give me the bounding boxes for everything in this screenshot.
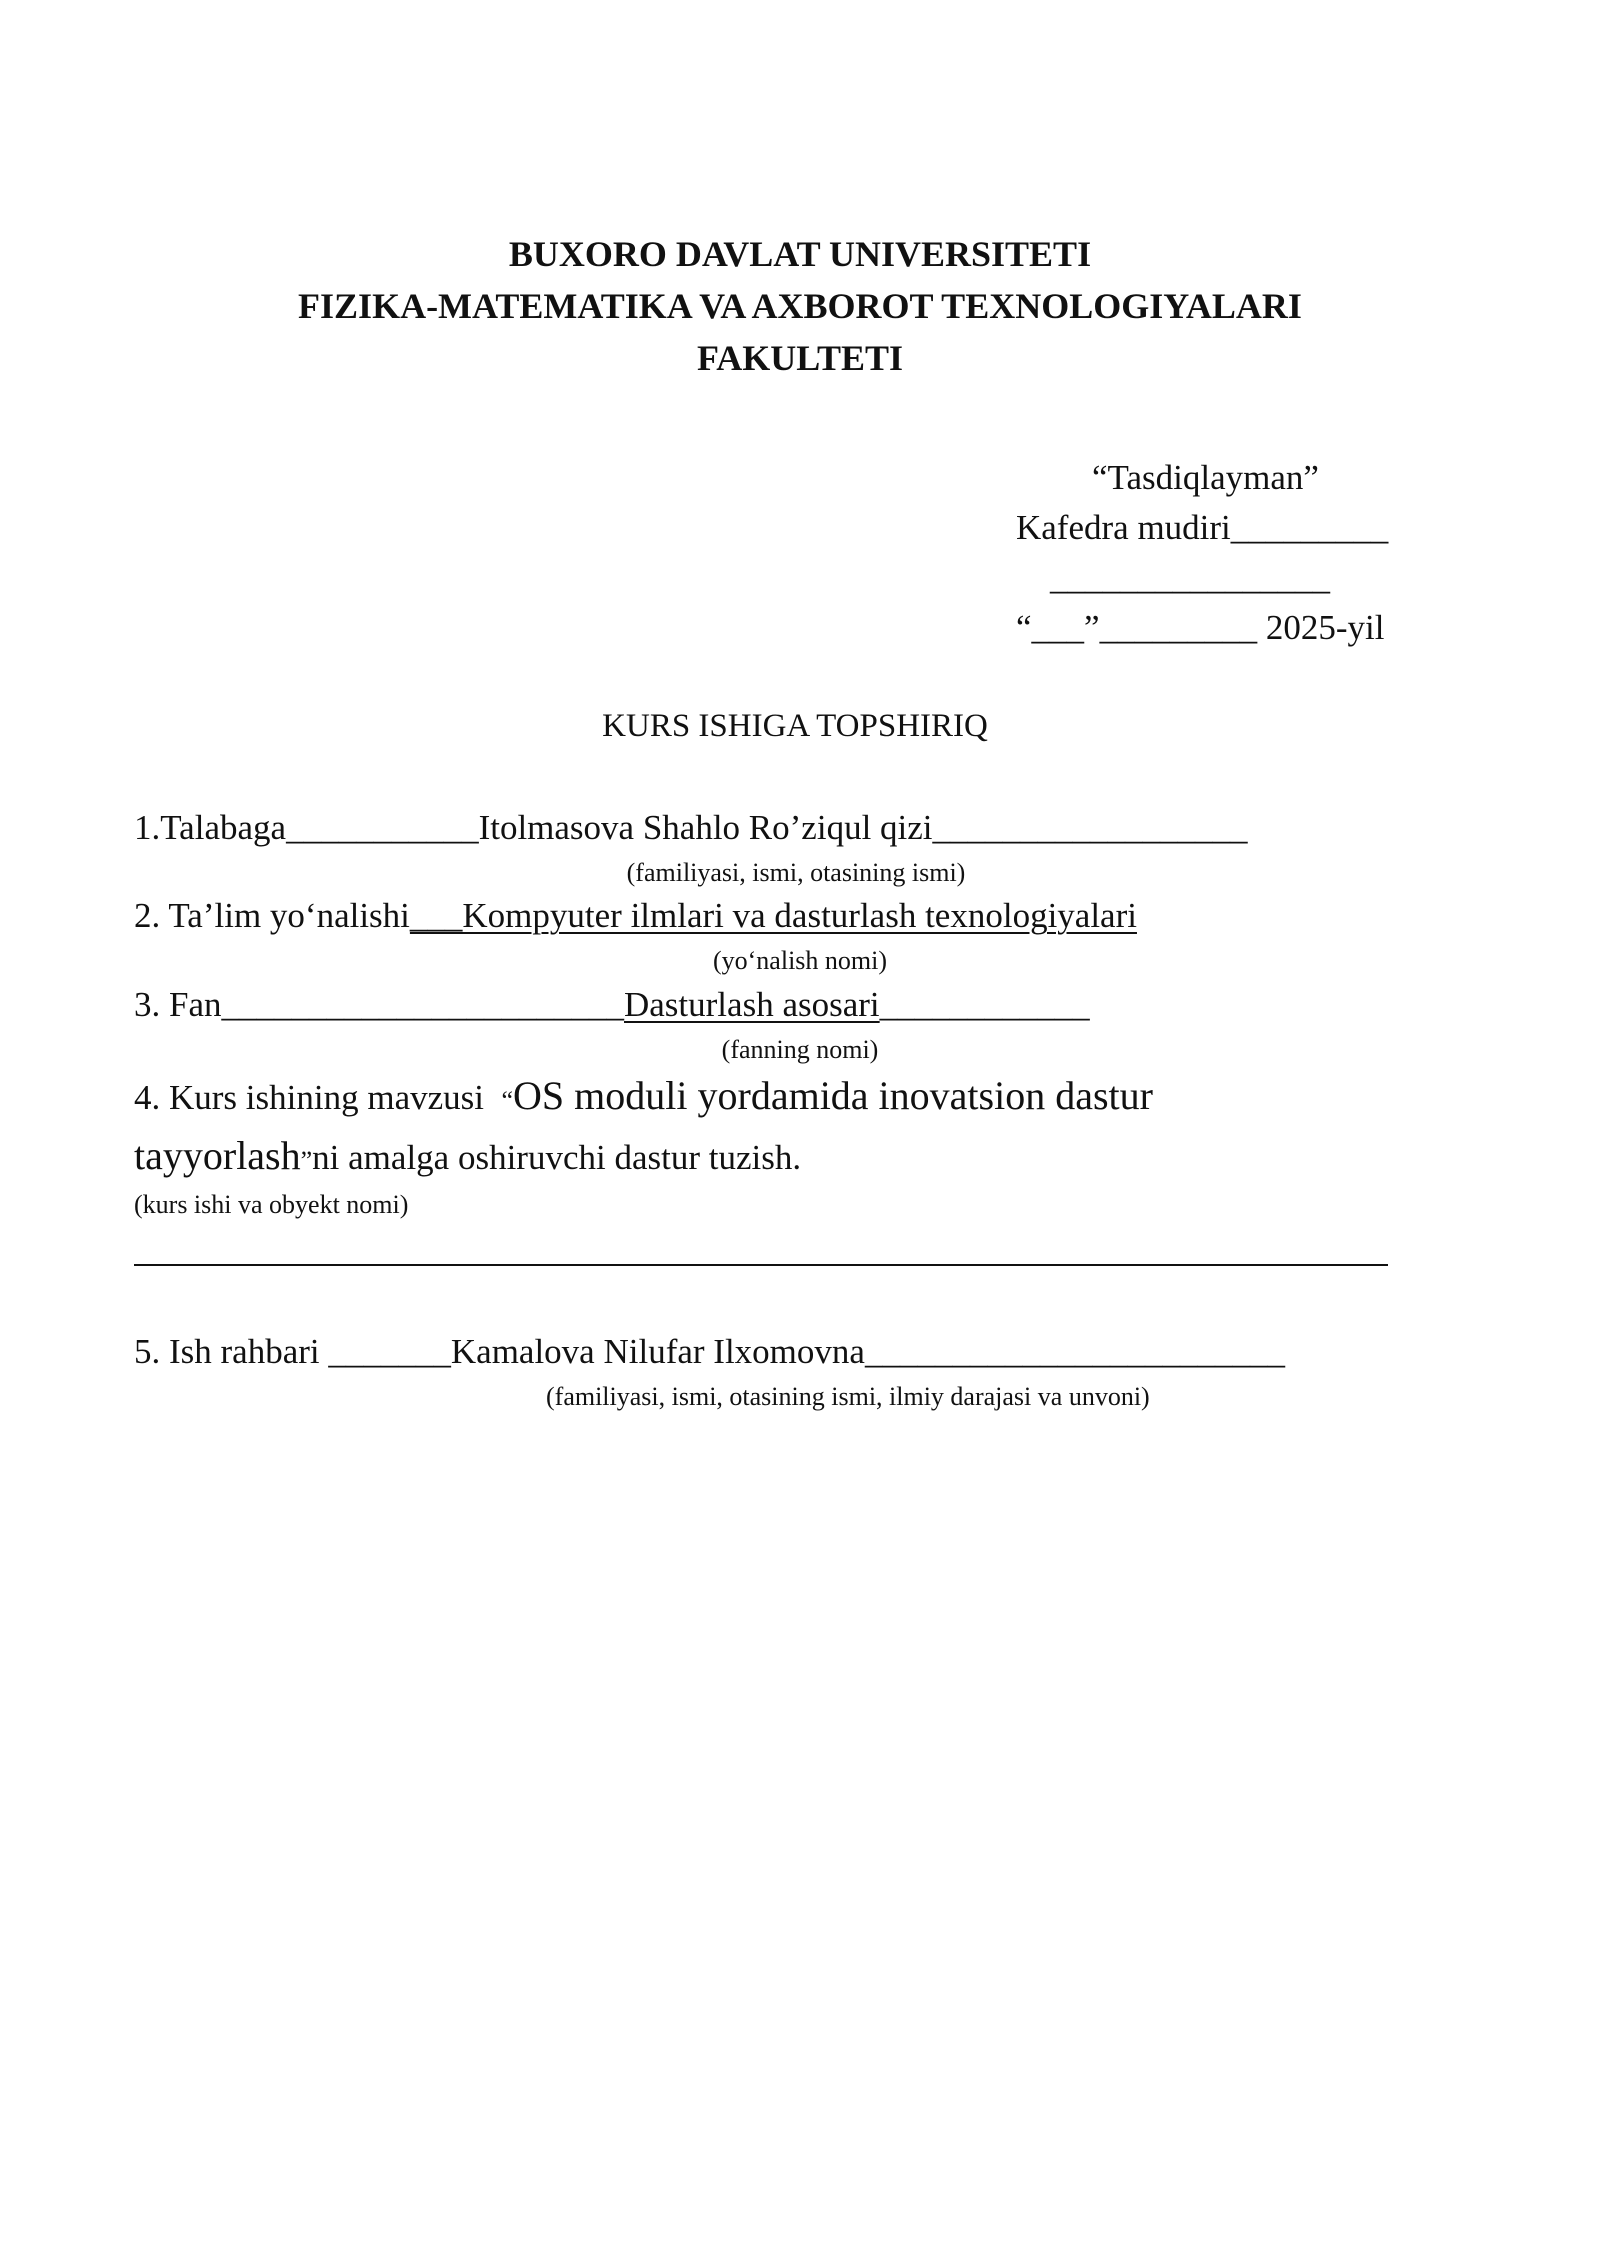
approve-text: “Tasdiqlayman” bbox=[1092, 458, 1319, 497]
faculty-name-line2: FAKULTETI bbox=[696, 338, 904, 378]
signature-line: ________________ bbox=[1050, 558, 1330, 597]
subject-post-fill: ____________ bbox=[879, 985, 1090, 1024]
subject-pre-fill: _______________________ bbox=[221, 985, 624, 1024]
university-name: BUXORO DAVLAT UNIVERSITETI bbox=[508, 234, 1092, 274]
document-title: KURS ISHIGA TOPSHIRIQ bbox=[602, 708, 988, 744]
supervisor-pre-fill: _______ bbox=[328, 1332, 451, 1371]
topic-title-part2: tayyorlash bbox=[134, 1133, 301, 1178]
direction-label: 2. Ta’lim yo‘nalishi bbox=[134, 896, 410, 935]
student-name: Itolmasova Shahlo Ro’ziqul qizi bbox=[478, 808, 933, 847]
subject-name: Dasturlash asosari bbox=[624, 985, 880, 1024]
supervisor-post-fill: ________________________ bbox=[864, 1332, 1285, 1371]
head-of-department: Kafedra mudiri_________ bbox=[1016, 508, 1389, 547]
topic-field-line2 bbox=[134, 1133, 802, 1178]
topic-hint: (kurs ishi va obyekt nomi) bbox=[134, 1190, 409, 1219]
direction-name: ___Kompyuter ilmlari va dasturlash texnologiyalari bbox=[409, 896, 1137, 935]
student-post-fill: __________________ bbox=[932, 808, 1248, 847]
supervisor-label: 5. Ish rahbari bbox=[134, 1332, 329, 1371]
faculty-name-line1: FIZIKA-MATEMATIKA VA AXBOROT TEXNOLOGIYALARI bbox=[298, 286, 1302, 326]
topic-label: 4. Kurs ishining mavzusi bbox=[134, 1078, 502, 1117]
topic-close-quote: ” bbox=[300, 1146, 313, 1175]
student-hint: (familiyasi, ismi, otasining ismi) bbox=[626, 858, 966, 887]
student-field bbox=[134, 810, 1248, 845]
student-pre-fill: ___________ bbox=[286, 808, 479, 847]
supervisor-name: Kamalova Nilufar Ilxomovna bbox=[450, 1332, 865, 1371]
subject-label: 3. Fan bbox=[134, 985, 222, 1024]
topic-title-part1: OS moduli yordamida inovatsion dastur bbox=[513, 1073, 1153, 1118]
direction-field bbox=[134, 898, 1137, 933]
direction-hint: (yo‘nalish nomi) bbox=[712, 946, 888, 975]
subject-hint: (fanning nomi) bbox=[721, 1035, 879, 1064]
topic-field-line1 bbox=[134, 1073, 1153, 1118]
topic-blank-line bbox=[134, 1264, 1388, 1266]
supervisor-field bbox=[134, 1334, 1285, 1369]
topic-open-quote: “ bbox=[501, 1086, 514, 1115]
topic-suffix: ni amalga oshiruvchi dastur tuzish. bbox=[312, 1138, 802, 1177]
approval-date: “___”_________ 2025-yil bbox=[1016, 608, 1385, 647]
subject-field bbox=[134, 987, 1090, 1022]
student-label: 1.Talabaga bbox=[134, 808, 287, 847]
supervisor-hint: (familiyasi, ismi, otasining ismi, ilmiy darajasi va unvoni) bbox=[546, 1382, 1150, 1411]
